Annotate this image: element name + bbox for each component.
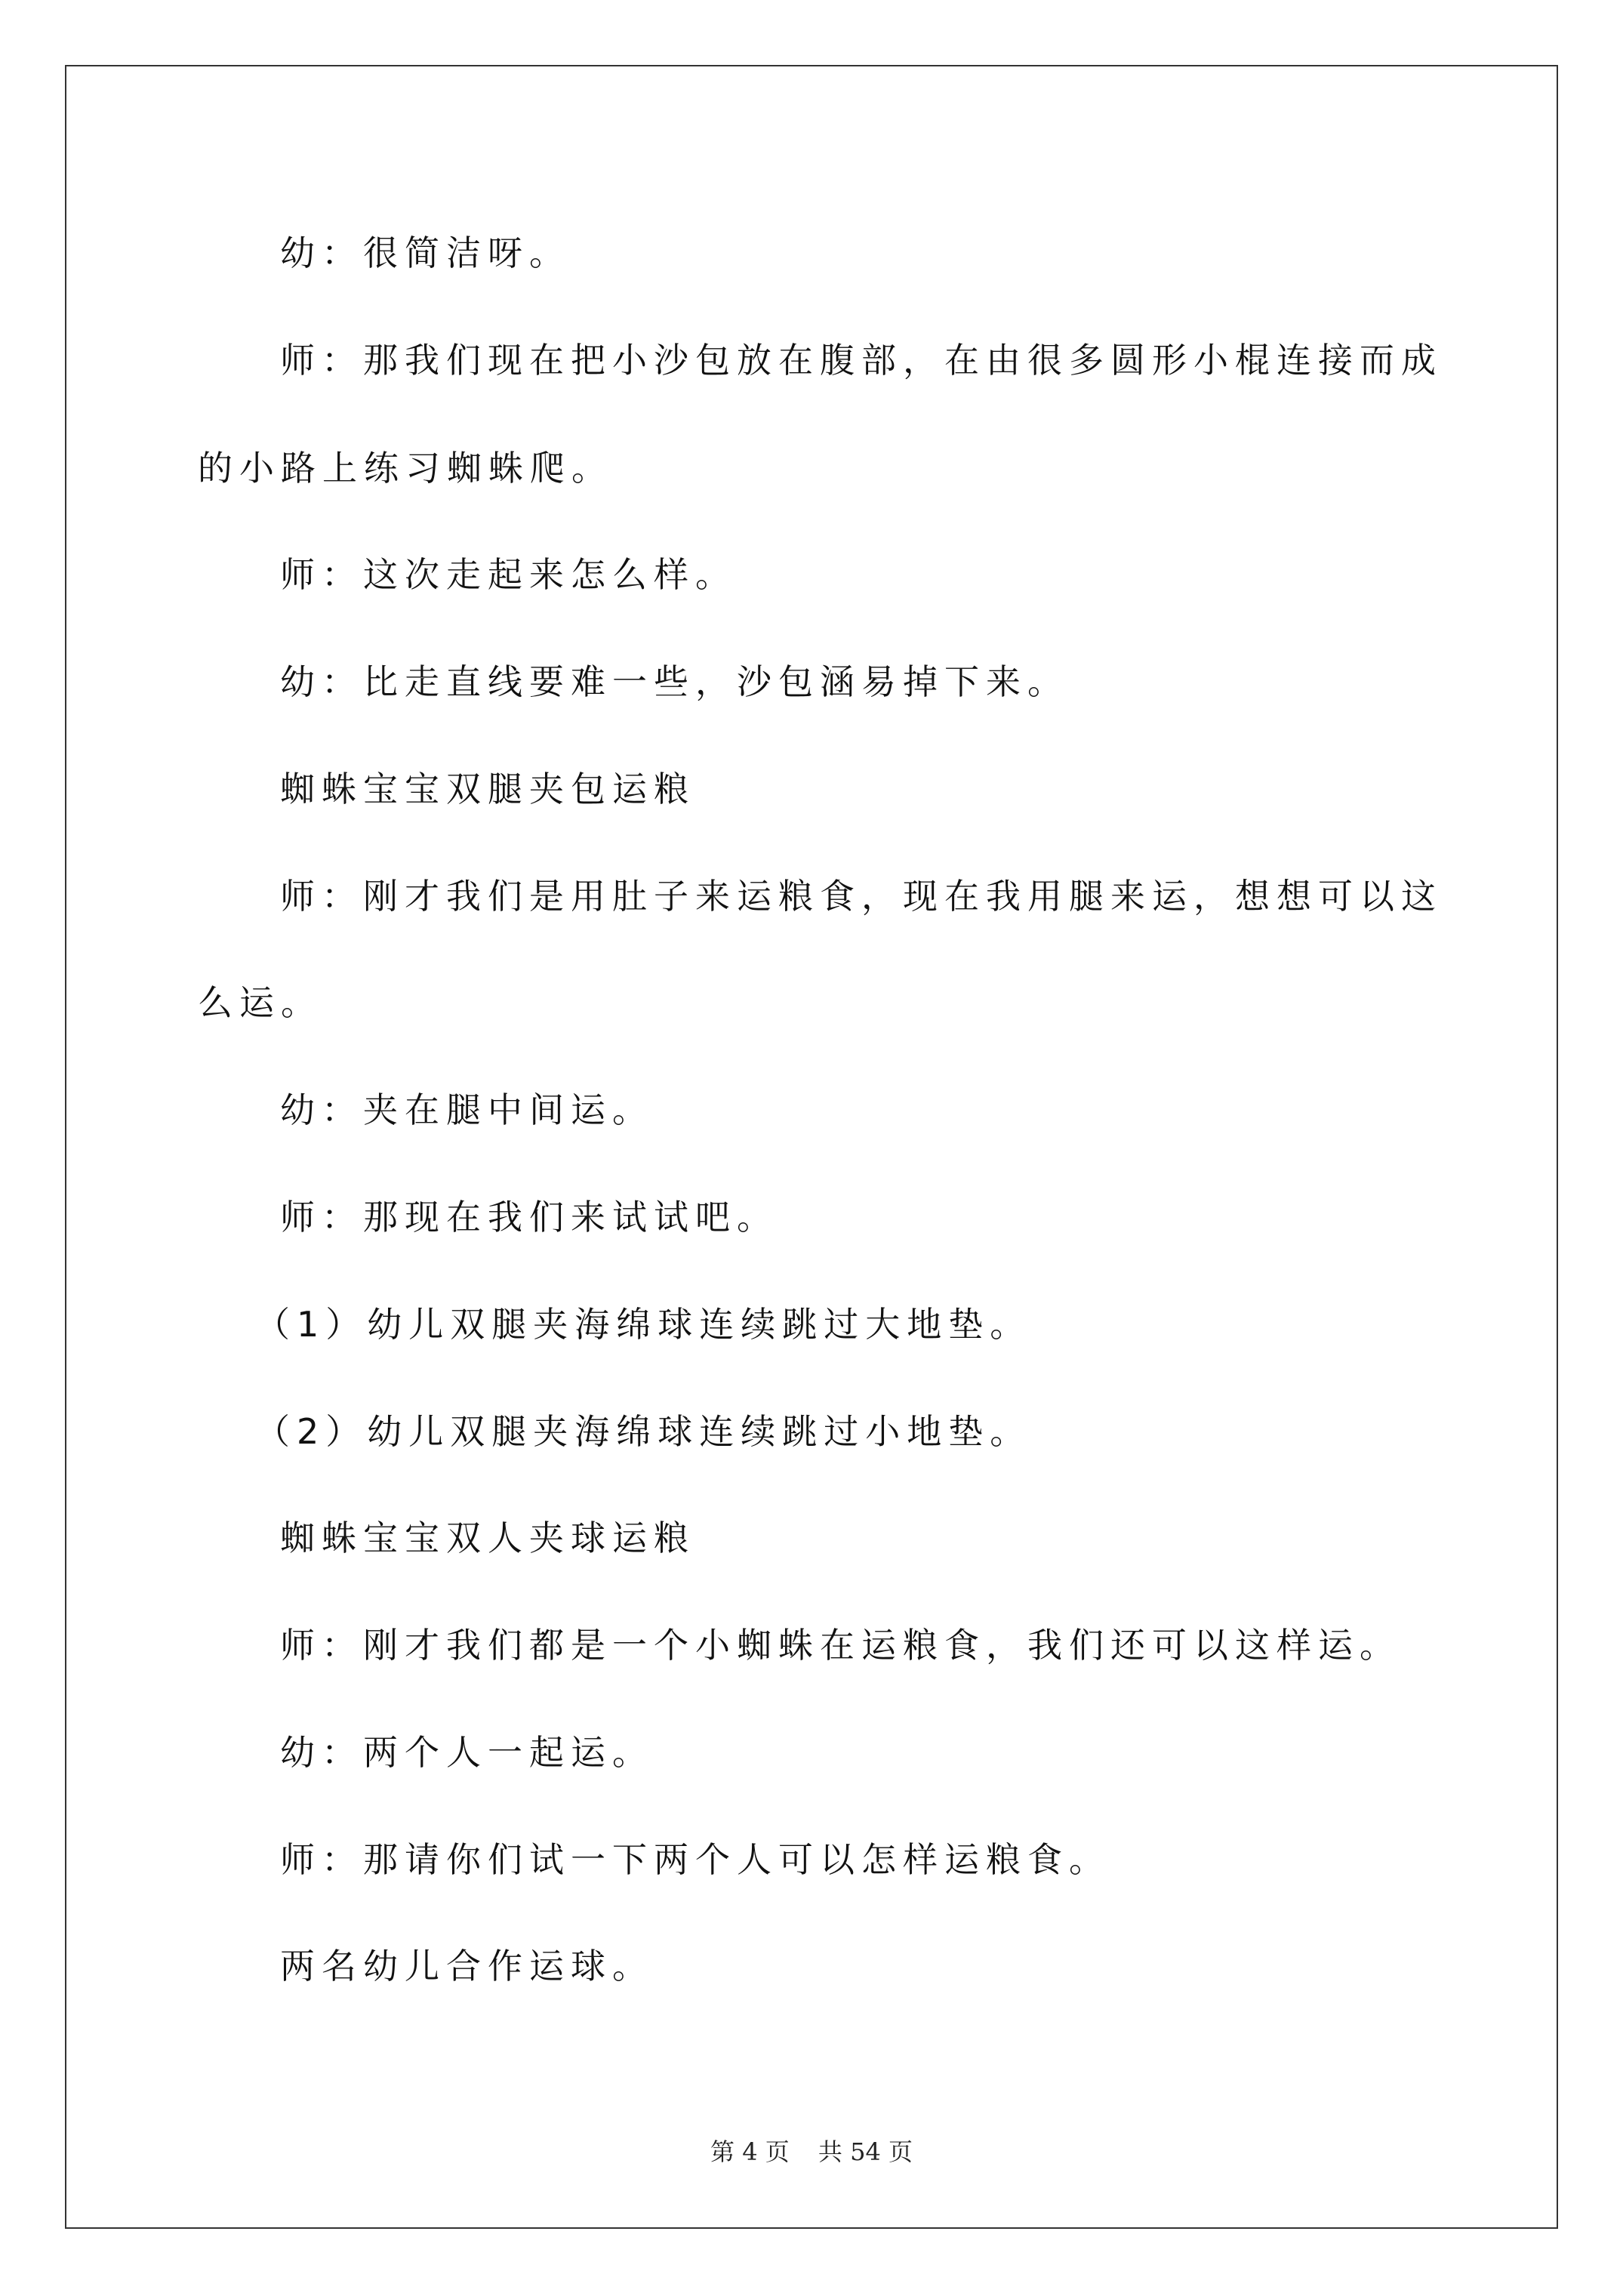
paragraph: 幼：夹在腿中间运。 <box>280 1089 654 1130</box>
paragraph-continuation: 的小路上练习蜘蛛爬。 <box>198 448 613 488</box>
list-item: （1）幼儿双腿夹海绵球连续跳过大地垫。 <box>255 1304 1032 1345</box>
paragraph: 师：刚才我们都是一个小蜘蛛在运粮食，我们还可以这样运。 <box>280 1625 1401 1666</box>
paragraph: 两名幼儿合作运球。 <box>280 1946 654 1986</box>
paragraph: 幼：比走直线要难一些，沙包涵易掉下来。 <box>280 661 1069 702</box>
section-heading: 蜘蛛宝宝双腿夹包运粮 <box>280 769 695 809</box>
paragraph: 师：刚才我们是用肚子来运粮食，现在我用腿来运，想想可以这 <box>280 876 1443 917</box>
section-heading: 蜘蛛宝宝双人夹球运粮 <box>280 1518 695 1558</box>
page-number: 第 4 页 <box>710 2137 790 2166</box>
paragraph: 幼：很简洁呀。 <box>280 233 571 273</box>
page-border <box>65 65 1558 2229</box>
page-total: 共 54 页 <box>818 2137 913 2166</box>
page-footer <box>0 2137 1623 2167</box>
paragraph: 师：那我们现在把小沙包放在腹部，在由很多圆形小棍连接而成 <box>280 340 1443 381</box>
paragraph: 师：那现在我们来试试吧。 <box>280 1197 778 1237</box>
list-item: （2）幼儿双腿夹海绵球连续跳过小地垫。 <box>255 1411 1032 1452</box>
paragraph: 幼：两个人一起运。 <box>280 1732 654 1773</box>
paragraph-continuation: 么运。 <box>198 982 322 1023</box>
paragraph: 师：那请你们试一下两个人可以怎样运粮食。 <box>280 1839 1110 1880</box>
paragraph: 师：这次走起来怎么样。 <box>280 554 737 595</box>
